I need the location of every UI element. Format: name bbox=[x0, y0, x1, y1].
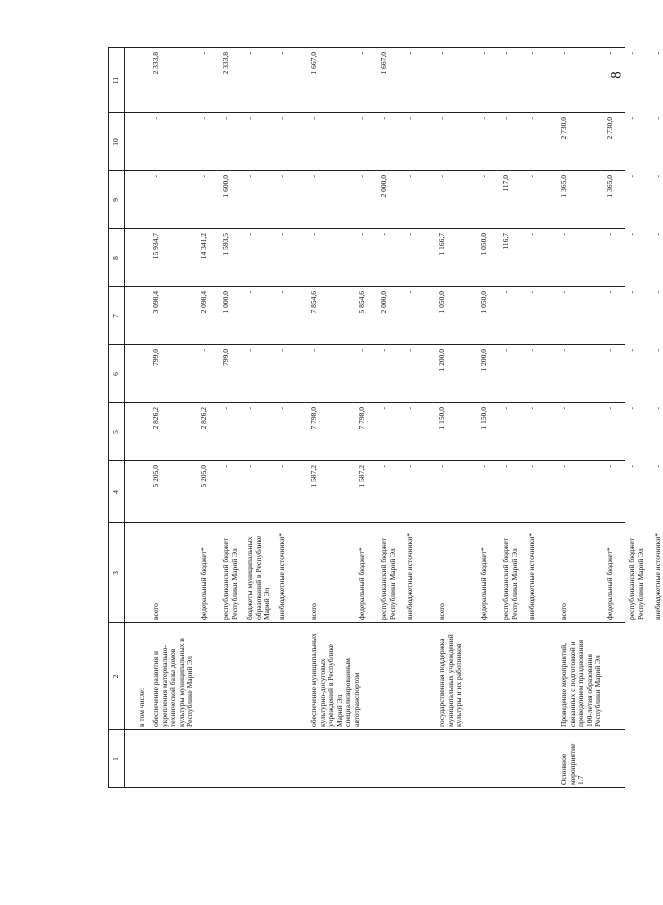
row-value-cell: - bbox=[501, 349, 510, 352]
row-value-cell: 2 333,8 bbox=[221, 52, 230, 75]
row-value-cell: - bbox=[605, 465, 614, 468]
row-value-cell: - bbox=[527, 349, 536, 352]
row-value-cell: - bbox=[309, 117, 318, 120]
row-value-cell: - bbox=[527, 52, 536, 55]
row-value-cell: - bbox=[605, 407, 614, 410]
header-cell: 5 bbox=[111, 430, 120, 434]
row-value-cell: - bbox=[405, 465, 414, 468]
row-value-cell: - bbox=[479, 465, 488, 468]
row-value-cell: - bbox=[527, 175, 536, 178]
header-cell: 6 bbox=[111, 372, 120, 376]
row-value-cell: - bbox=[501, 465, 510, 468]
row-value-cell: 7 798,0 bbox=[309, 407, 318, 430]
row-value-cell: 5 854,6 bbox=[357, 291, 366, 314]
header-cell: 8 bbox=[111, 256, 120, 260]
column-rule bbox=[108, 228, 625, 229]
row-value-cell: - bbox=[357, 117, 366, 120]
row-value-cell: - bbox=[653, 175, 662, 178]
column-rule bbox=[108, 522, 625, 523]
row-value-cell: - bbox=[277, 117, 286, 120]
row-value-cell: - bbox=[277, 175, 286, 178]
row-value-cell: - bbox=[405, 175, 414, 178]
row-value-cell: - bbox=[405, 52, 414, 55]
row-activity-name: в том числе: bbox=[137, 687, 146, 727]
row-value-cell: - bbox=[277, 291, 286, 294]
row-value-cell: - bbox=[653, 349, 662, 352]
row-value-cell: 15 934,7 bbox=[151, 233, 160, 260]
row-value-cell: - bbox=[379, 117, 388, 120]
row-section-label: Основное мероприятие 1.7 bbox=[559, 743, 585, 785]
row-value-cell: 1 600,0 bbox=[221, 175, 230, 198]
row-value-cell: - bbox=[221, 407, 230, 410]
row-value-cell: 1 050,0 bbox=[437, 291, 446, 314]
header-cell: 7 bbox=[111, 314, 120, 318]
row-value-cell: - bbox=[277, 233, 286, 236]
row-value-cell: - bbox=[627, 407, 636, 410]
row-value-cell: 1 587,2 bbox=[309, 465, 318, 488]
row-value-cell: - bbox=[245, 117, 254, 120]
row-value-cell: - bbox=[221, 465, 230, 468]
column-rule bbox=[108, 286, 625, 287]
header-cell: 1 bbox=[111, 757, 120, 761]
row-value-cell: - bbox=[405, 291, 414, 294]
row-value-cell: - bbox=[559, 349, 568, 352]
row-activity-name: обеспечение развития и укрепления материально-технической базы домов культуры муниципальных в Республике Марий Эл bbox=[151, 638, 194, 727]
row-value-cell: 799,0 bbox=[151, 349, 160, 366]
row-value-cell: - bbox=[527, 407, 536, 410]
row-value-cell: - bbox=[405, 117, 414, 120]
row-funding-source: внебюджетные источники* bbox=[527, 533, 536, 620]
row-value-cell: - bbox=[437, 117, 446, 120]
row-value-cell: - bbox=[605, 349, 614, 352]
row-value-cell: - bbox=[653, 233, 662, 236]
row-value-cell: - bbox=[527, 117, 536, 120]
row-value-cell: 1 200,0 bbox=[437, 349, 446, 372]
row-value-cell: 1 050,0 bbox=[479, 233, 488, 256]
row-funding-source: республиканский бюджет Республики Марий Эл bbox=[501, 538, 519, 620]
row-value-cell: 2 730,0 bbox=[605, 117, 614, 140]
row-value-cell: 799,0 bbox=[221, 349, 230, 366]
row-value-cell: - bbox=[405, 349, 414, 352]
row-value-cell: 2 098,4 bbox=[199, 291, 208, 314]
row-value-cell: - bbox=[151, 175, 160, 178]
row-value-cell: - bbox=[501, 291, 510, 294]
row-value-cell: - bbox=[653, 52, 662, 55]
row-value-cell: - bbox=[479, 117, 488, 120]
row-value-cell: - bbox=[605, 291, 614, 294]
column-rule bbox=[108, 460, 625, 461]
row-value-cell: - bbox=[245, 407, 254, 410]
row-value-cell: 1 200,0 bbox=[479, 349, 488, 372]
row-value-cell: 117,0 bbox=[501, 175, 510, 192]
row-value-cell: - bbox=[277, 349, 286, 352]
row-value-cell: 2 826,2 bbox=[151, 407, 160, 430]
row-value-cell: - bbox=[151, 117, 160, 120]
row-funding-source: внебюджетные источники* bbox=[653, 533, 662, 620]
row-value-cell: - bbox=[559, 52, 568, 55]
row-funding-source: всего bbox=[309, 603, 318, 620]
row-activity-name: Проведение мероприятий, связанных с подготовкой и проведением празднования 100-летия образования Республики Марий Эл bbox=[559, 639, 602, 727]
column-rule bbox=[108, 112, 625, 113]
row-value-cell: - bbox=[627, 52, 636, 55]
row-value-cell: 5 205,0 bbox=[151, 465, 160, 488]
row-value-cell: 1 166,7 bbox=[437, 233, 446, 256]
row-value-cell: - bbox=[357, 52, 366, 55]
row-value-cell: - bbox=[653, 407, 662, 410]
row-value-cell: 1 365,0 bbox=[605, 175, 614, 198]
row-value-cell: - bbox=[479, 52, 488, 55]
row-value-cell: - bbox=[627, 233, 636, 236]
row-value-cell: - bbox=[221, 117, 230, 120]
row-value-cell: - bbox=[501, 52, 510, 55]
row-value-cell: - bbox=[627, 117, 636, 120]
header-cell: 4 bbox=[111, 490, 120, 494]
row-value-cell: - bbox=[379, 465, 388, 468]
row-funding-source: федеральный бюджет* bbox=[357, 547, 366, 620]
row-funding-source: республиканский бюджет Республики Марий Эл bbox=[221, 538, 239, 620]
row-value-cell: - bbox=[627, 291, 636, 294]
row-funding-source: республиканский бюджет Республики Марий Эл bbox=[379, 538, 397, 620]
column-rule bbox=[108, 402, 625, 403]
row-value-cell: 7 798,0 bbox=[357, 407, 366, 430]
row-value-cell: 5 205,0 bbox=[199, 465, 208, 488]
row-value-cell: - bbox=[357, 233, 366, 236]
row-value-cell: 2 826,2 bbox=[199, 407, 208, 430]
column-rule bbox=[108, 47, 625, 48]
row-value-cell: 3 098,4 bbox=[151, 291, 160, 314]
row-funding-source: федеральный бюджет* bbox=[605, 547, 614, 620]
row-funding-source: внебюджетные источники* bbox=[405, 533, 414, 620]
budget-table bbox=[108, 48, 662, 788]
row-value-cell: - bbox=[605, 233, 614, 236]
row-value-cell: - bbox=[559, 407, 568, 410]
row-value-cell: - bbox=[357, 175, 366, 178]
row-value-cell: 1 667,0 bbox=[309, 52, 318, 75]
row-value-cell: - bbox=[379, 407, 388, 410]
page-number: 8 bbox=[608, 71, 625, 79]
row-funding-source: внебюджетные источники* bbox=[277, 533, 286, 620]
header-cell: 2 bbox=[111, 674, 120, 679]
row-value-cell: 7 854,6 bbox=[309, 291, 318, 314]
row-value-cell: - bbox=[309, 175, 318, 178]
header-cell: 3 bbox=[111, 571, 120, 575]
row-value-cell: - bbox=[245, 175, 254, 178]
row-value-cell: - bbox=[245, 52, 254, 55]
row-value-cell: - bbox=[501, 407, 510, 410]
row-funding-source: всего bbox=[437, 603, 446, 620]
column-rule bbox=[108, 787, 625, 788]
row-value-cell: - bbox=[437, 175, 446, 178]
row-value-cell: - bbox=[405, 407, 414, 410]
row-value-cell: - bbox=[277, 407, 286, 410]
row-activity-name: государственная поддержка муниципальных учреждений культуры и их работников bbox=[437, 634, 463, 727]
row-value-cell: - bbox=[405, 233, 414, 236]
table-header-rule bbox=[124, 48, 125, 788]
row-value-cell: - bbox=[357, 349, 366, 352]
row-value-cell: - bbox=[527, 465, 536, 468]
row-value-cell: - bbox=[277, 465, 286, 468]
row-value-cell: - bbox=[653, 465, 662, 468]
row-value-cell: 116,7 bbox=[501, 233, 510, 250]
row-value-cell: - bbox=[379, 233, 388, 236]
column-rule bbox=[108, 622, 625, 623]
row-funding-source: федеральный бюджет* bbox=[479, 547, 488, 620]
row-value-cell: 1 000,0 bbox=[221, 291, 230, 314]
row-value-cell: - bbox=[245, 291, 254, 294]
row-value-cell: 14 341,2 bbox=[199, 233, 208, 260]
row-value-cell: - bbox=[627, 349, 636, 352]
row-funding-source: республиканский бюджет Республики Марий Эл bbox=[627, 538, 645, 620]
row-value-cell: - bbox=[559, 465, 568, 468]
row-value-cell: 1 150,0 bbox=[437, 407, 446, 430]
row-value-cell: - bbox=[199, 117, 208, 120]
row-value-cell: 1 593,5 bbox=[221, 233, 230, 256]
row-value-cell: 1 667,0 bbox=[379, 52, 388, 75]
row-value-cell: 1 587,2 bbox=[357, 465, 366, 488]
row-value-cell: 2 000,0 bbox=[379, 175, 388, 198]
row-activity-name: обеспечение муниципальных культурно-досуговых учреждений в Республике Марий Эл специализированным автотранспортом bbox=[309, 633, 361, 727]
row-value-cell: - bbox=[479, 175, 488, 178]
row-value-cell: - bbox=[245, 465, 254, 468]
row-value-cell: - bbox=[559, 291, 568, 294]
row-value-cell: 2 333,8 bbox=[151, 52, 160, 75]
row-value-cell: - bbox=[309, 349, 318, 352]
row-value-cell: - bbox=[379, 349, 388, 352]
row-value-cell: - bbox=[199, 175, 208, 178]
header-cell: 11 bbox=[111, 76, 120, 85]
row-funding-source: бюджеты муниципальных образований в Республике Марий Эл bbox=[245, 535, 271, 620]
row-value-cell: - bbox=[437, 52, 446, 55]
column-rule bbox=[108, 344, 625, 345]
row-value-cell: - bbox=[437, 465, 446, 468]
row-value-cell: 1 365,0 bbox=[559, 175, 568, 198]
header-cell: 10 bbox=[111, 138, 120, 146]
row-value-cell: - bbox=[199, 52, 208, 55]
table-top-rule bbox=[108, 48, 109, 788]
row-value-cell: 1 050,0 bbox=[479, 291, 488, 314]
row-value-cell: 2 000,0 bbox=[379, 291, 388, 314]
row-funding-source: федеральный бюджет* bbox=[199, 547, 208, 620]
budget-table-body bbox=[108, 48, 662, 788]
header-cell: 9 bbox=[111, 198, 120, 202]
row-value-cell: 2 730,0 bbox=[559, 117, 568, 140]
row-value-cell: - bbox=[527, 291, 536, 294]
row-funding-source: всего bbox=[559, 603, 568, 620]
row-funding-source: всего bbox=[151, 603, 160, 620]
column-rule bbox=[108, 729, 625, 730]
row-value-cell: - bbox=[501, 117, 510, 120]
column-rule bbox=[108, 170, 625, 171]
row-value-cell: - bbox=[199, 349, 208, 352]
row-value-cell: - bbox=[627, 175, 636, 178]
row-value-cell: - bbox=[245, 349, 254, 352]
row-value-cell: - bbox=[245, 233, 254, 236]
row-value-cell: 1 150,0 bbox=[479, 407, 488, 430]
row-value-cell: - bbox=[527, 233, 536, 236]
row-value-cell: - bbox=[653, 291, 662, 294]
row-value-cell: - bbox=[605, 52, 614, 55]
row-value-cell: - bbox=[309, 233, 318, 236]
row-value-cell: - bbox=[627, 465, 636, 468]
row-value-cell: - bbox=[559, 233, 568, 236]
row-value-cell: - bbox=[277, 52, 286, 55]
row-value-cell: - bbox=[653, 117, 662, 120]
